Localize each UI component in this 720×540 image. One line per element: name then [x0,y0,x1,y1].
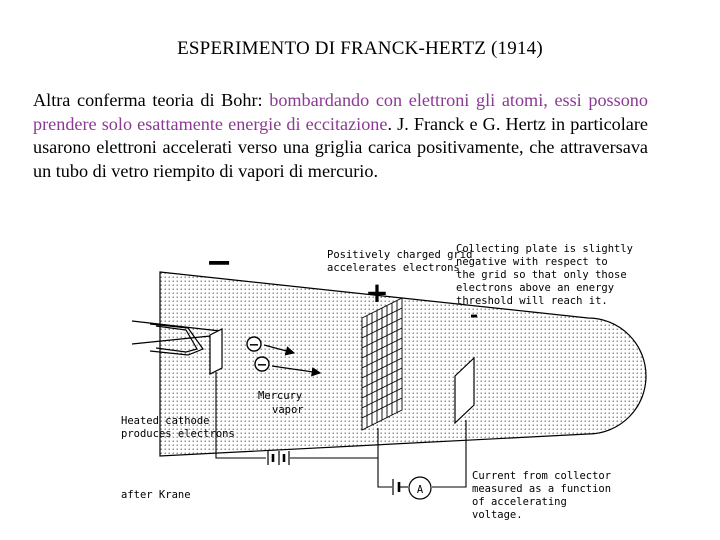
paragraph-text-2: . J. Franck e G. Hertz in particolare usarono elettroni accelerati verso una griglia carica positivamente, che attraversava un tubo di vetro riempito di vapori di mercurio. [33,113,648,181]
credit-label: after Krane [121,489,191,501]
grid-label: Positively charged grid accelerates electrons [327,249,473,274]
electron-1 [247,337,261,353]
current-label: Current from collector measured as a function of accelerating voltage. [472,470,612,521]
grid [362,298,402,430]
battery-icon [268,451,289,465]
plate-label: Collecting plate is slightly negative with respect to the grid so that only those electrons above an energy threshold will reach it. [456,243,634,307]
electron-2 [255,357,269,373]
grid-sign: + [365,276,389,309]
paragraph-highlight: bombardando con elettroni gli atomi, essi possono prendere solo esattamente energie di eccitazione [33,90,648,134]
electron-sign-2: − [256,358,268,373]
mercury-label: Mercury vapor [258,390,304,416]
ammeter-icon [409,477,431,499]
cathode [210,329,222,374]
ammeter-label: A [416,484,424,496]
paragraph-text-1: Altra conferma teoria di Bohr: [33,90,270,110]
page-title: ESPERIMENTO DI FRANCK-HERTZ (1914) [177,38,543,59]
electron-sign-1: − [248,338,260,353]
cathode-label: Heated cathode produces electrons [121,415,235,440]
cell-icon [393,479,399,495]
plate-sign: - [469,303,479,327]
cathode-sign: − [205,243,233,281]
